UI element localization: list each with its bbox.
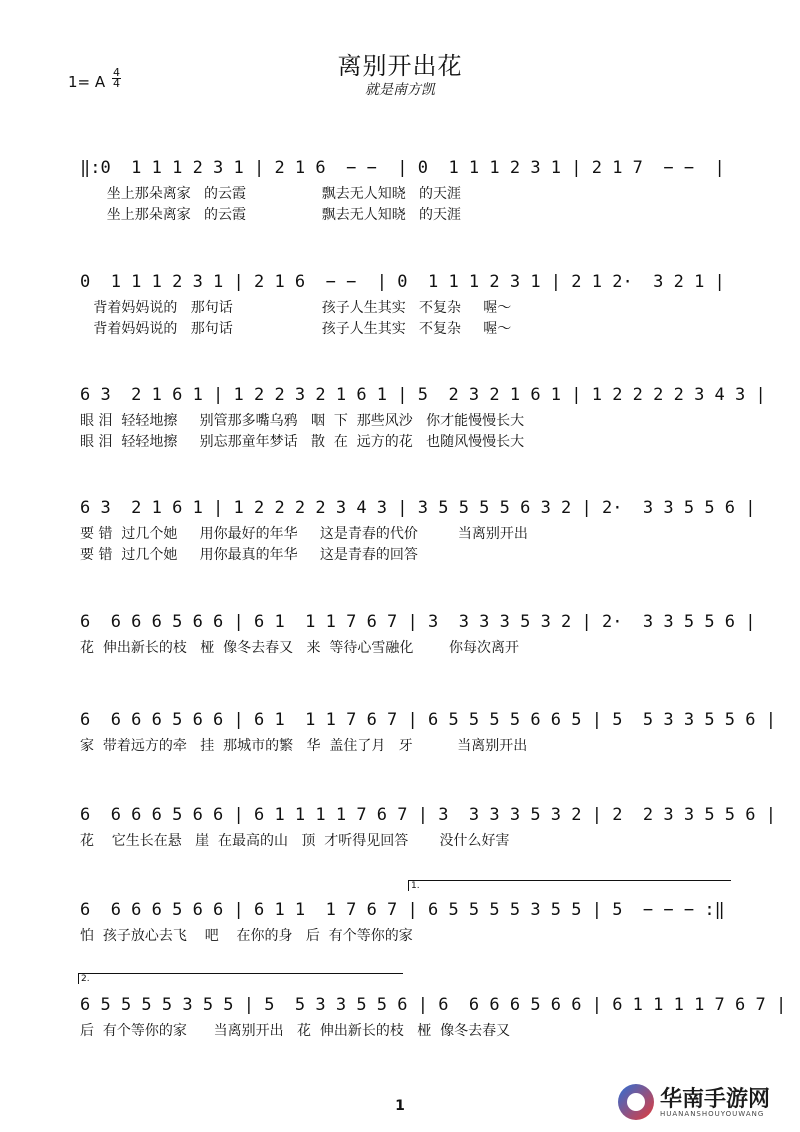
- key-signature: 1= A: [68, 73, 106, 91]
- logo-name: 华南手游网: [660, 1087, 771, 1112]
- system-5: [0, 612, 800, 704]
- system-1: [0, 158, 800, 250]
- time-signature: [112, 68, 121, 89]
- lyric-line-1: 花 它生长在悬 崖 在最高的山 顶 才听得见回答 没什么好害: [80, 833, 510, 849]
- lyric-line-1: 要 错 过几个她 用你最好的年华 这是青春的代价 当离别开出: [80, 526, 528, 542]
- logo-mark-icon: [618, 1084, 654, 1120]
- logo-subtitle: HUANANSHOUYOUWANG: [660, 1110, 765, 1118]
- system-4: [0, 498, 800, 590]
- notes-line: 6 6 6 6 5 6 6 | 6 1 1 1 7 6 7 | 6 5 5 5 5 3 5 5 | 5 − − − :‖: [80, 900, 725, 920]
- notes-line: 6 6 6 6 5 6 6 | 6 1 1 1 7 6 7 | 3 3 3 3 5 3 2 | 2· 3 3 5 5 6 |: [80, 612, 756, 632]
- lyric-line-1: 坐上那朵离家 的云霞 飘去无人知晓 的天涯: [80, 186, 462, 202]
- lyric-line-1: 怕 孩子放心去飞 吧 在你的身 后 有个等你的家: [80, 928, 413, 944]
- notes-line: ‖:0 1 1 1 2 3 1 | 2 1 6 − − | 0 1 1 1 2 3 1 | 2 1 7 − − |: [80, 158, 725, 178]
- notes-line: 6 5 5 5 5 3 5 5 | 5 5 3 3 5 5 6 | 6 6 6 6 5 6 6 | 6 1 1 1 1 7 6 7 |: [80, 995, 787, 1015]
- system-2: [0, 272, 800, 364]
- lyric-line-2: 背着妈妈说的 那句话 孩子人生其实 不复杂 喔～: [80, 321, 512, 337]
- lyric-line-1: 眼 泪 轻轻地擦 别管那多嘴乌鸦 咽 下 那些风沙 你才能慢慢长大: [80, 413, 525, 429]
- time-denominator: 4: [113, 77, 120, 90]
- song-artist: 就是南方凯: [365, 82, 435, 98]
- song-title: 离别开出花: [337, 52, 463, 80]
- lyric-line-1: 背着妈妈说的 那句话 孩子人生其实 不复杂 喔～: [80, 300, 512, 316]
- notes-line: 6 3 2 1 6 1 | 1 2 2 3 2 1 6 1 | 5 2 3 2 1 6 1 | 1 2 2 2 2 3 4 3 |: [80, 385, 766, 405]
- time-numerator: 4: [113, 66, 120, 79]
- lyric-line-2: 眼 泪 轻轻地擦 别忘那童年梦话 散 在 远方的花 也随风慢慢长大: [80, 434, 525, 450]
- lyric-line-1: 家 带着远方的牵 挂 那城市的繁 华 盖住了月 牙 当离别开出: [80, 738, 528, 754]
- volta-1-bracket: 1.: [408, 880, 731, 891]
- lyric-line-2: 要 错 过几个她 用你最真的年华 这是青春的回答: [80, 547, 418, 563]
- page-number: 1: [395, 1098, 405, 1114]
- notes-line: 6 6 6 6 5 6 6 | 6 1 1 1 1 7 6 7 | 3 3 3 3 5 3 2 | 2 2 3 3 5 5 6 |: [80, 805, 776, 825]
- notes-line: 6 6 6 6 5 6 6 | 6 1 1 1 7 6 7 | 6 5 5 5 5 6 6 5 | 5 5 3 3 5 5 6 |: [80, 710, 776, 730]
- notes-line: 0 1 1 1 2 3 1 | 2 1 6 − − | 0 1 1 1 2 3 1 | 2 1 2· 3 2 1 |: [80, 272, 725, 292]
- system-3: [0, 385, 800, 477]
- site-logo[interactable]: [618, 1082, 788, 1124]
- volta-2-bracket: 2.: [78, 973, 403, 984]
- notes-line: 6 3 2 1 6 1 | 1 2 2 2 2 3 4 3 | 3 5 5 5 5 6 3 2 | 2· 3 3 5 5 6 |: [80, 498, 756, 518]
- lyric-line-2: 坐上那朵离家 的云霞 飘去无人知晓 的天涯: [80, 207, 462, 223]
- lyric-line-1: 后 有个等你的家 当离别开出 花 伸出新长的枝 桠 像冬去春又: [80, 1023, 511, 1039]
- system-6: [0, 710, 800, 802]
- lyric-line-1: 花 伸出新长的枝 桠 像冬去春又 来 等待心雪融化 你每次离开: [80, 640, 520, 656]
- system-9: [0, 974, 800, 1087]
